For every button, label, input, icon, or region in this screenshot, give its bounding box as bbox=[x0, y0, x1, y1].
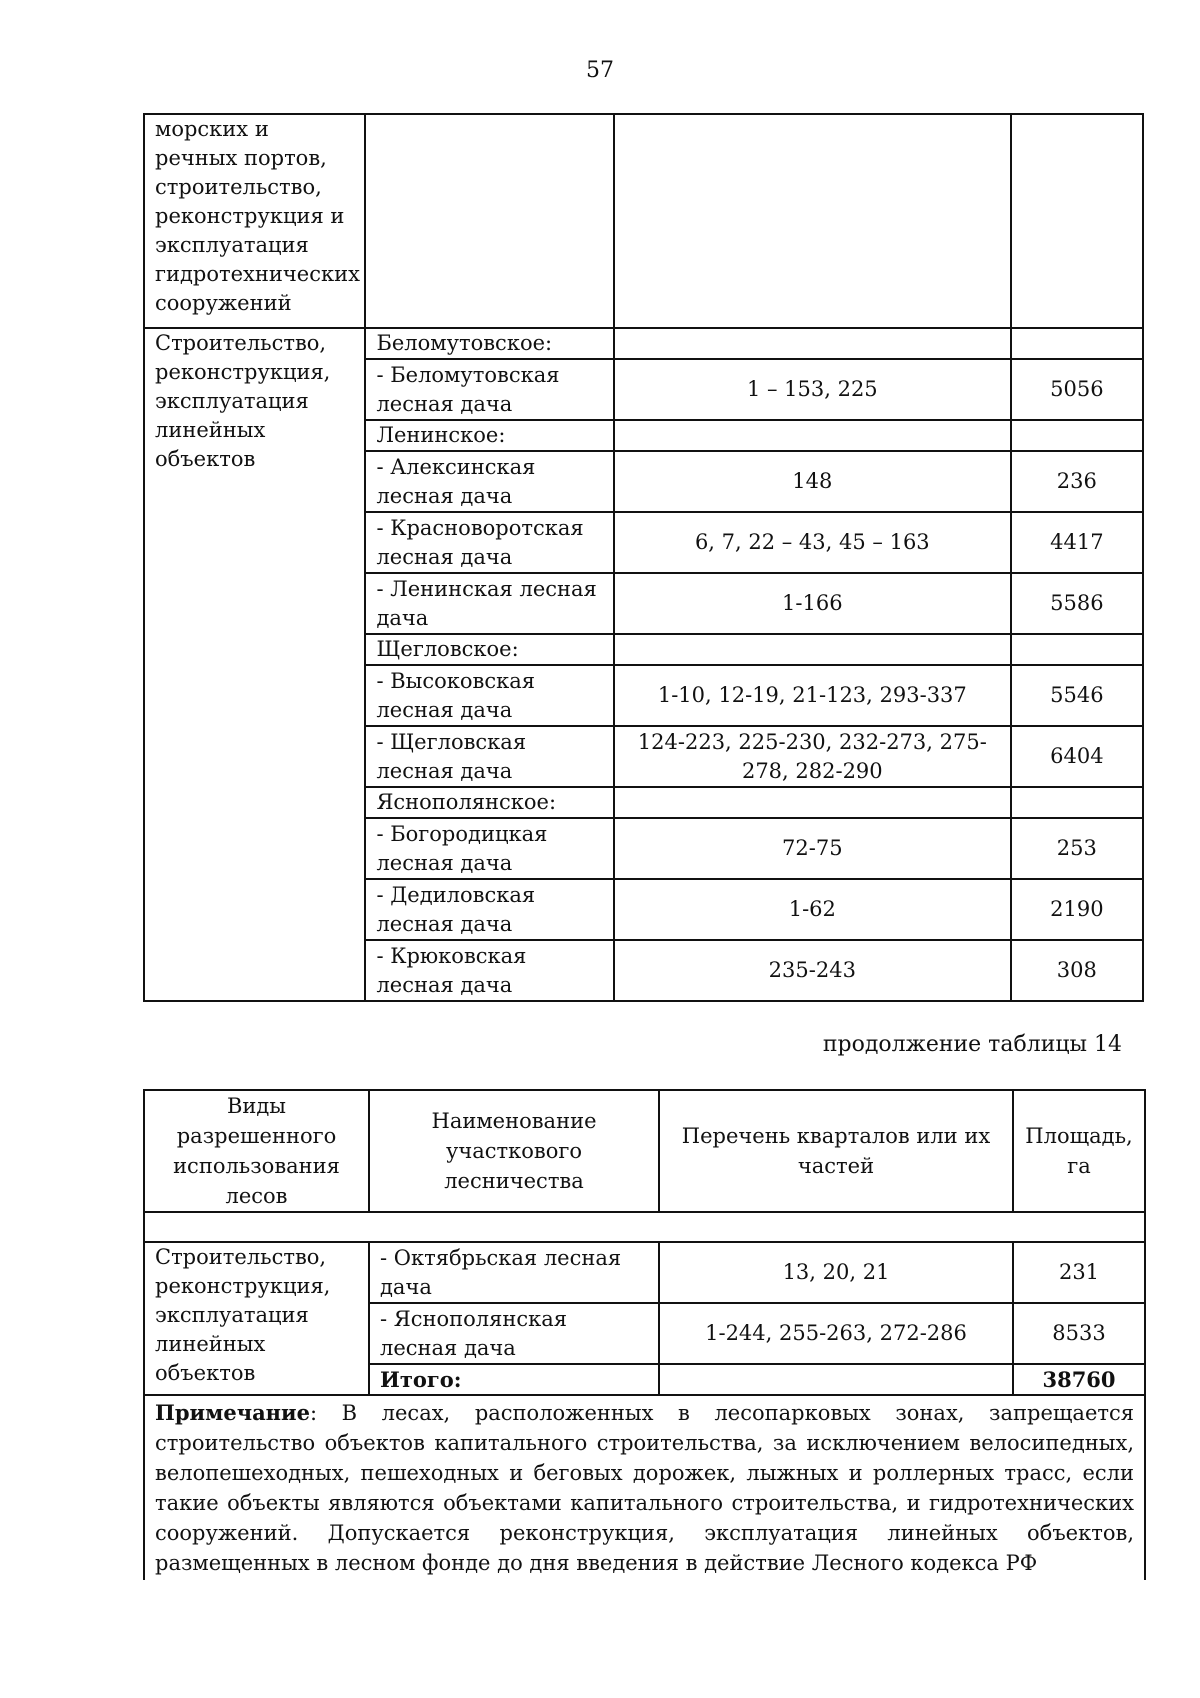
header-quarters: Перечень кварталов или их частей bbox=[659, 1090, 1013, 1212]
table-row bbox=[144, 1242, 1145, 1303]
empty-row bbox=[144, 1212, 1145, 1242]
area-cell: 8533 bbox=[1013, 1303, 1145, 1364]
note-text: : В лесах, расположенных в лесопарковых зонах, запрещается строительство объектов капитального строительства, за исключением велосипедных, велопешеходных, пешеходных и беговых дорожек, лыжных и роллерных трасс, если такие объекты являются объектами капитального строительства, и гидротехнических сооружений. Допускается реконструкция, эксплуатация линейных объектов, размещенных в лесном фонде до дня введения в действие Лесного кодекса РФ bbox=[155, 1401, 1134, 1575]
table-row bbox=[144, 328, 1143, 359]
quarters-cell: 1 – 153, 225 bbox=[614, 359, 1011, 420]
quarters-cell: 148 bbox=[614, 451, 1011, 512]
empty-cell bbox=[144, 1212, 1145, 1242]
note-cell bbox=[144, 1395, 1145, 1580]
district-header-cell: Ленинское: bbox=[365, 420, 613, 451]
page-number: 57 bbox=[586, 58, 614, 83]
quarters-cell bbox=[659, 1364, 1013, 1395]
quarters-cell: 1-10, 12-19, 21-123, 293-337 bbox=[614, 665, 1011, 726]
quarters-cell: 13, 20, 21 bbox=[659, 1242, 1013, 1303]
district-cell: - Алексинская лесная дача bbox=[365, 451, 613, 512]
district-header-cell: Щегловское: bbox=[365, 634, 613, 665]
quarters-cell: 6, 7, 22 – 43, 45 – 163 bbox=[614, 512, 1011, 573]
table-row bbox=[144, 114, 1143, 328]
area-cell: 236 bbox=[1011, 451, 1143, 512]
usage-type-cell: морских и речных портов, строительство, реконструкция и эксплуатация гидротехнических сооружений bbox=[144, 114, 365, 328]
area-cell: 2190 bbox=[1011, 879, 1143, 940]
district-cell: - Крюковская лесная дача bbox=[365, 940, 613, 1001]
usage-type-cell: Строительство, реконструкция, эксплуатация линейных объектов bbox=[144, 328, 365, 1001]
area-cell: 5056 bbox=[1011, 359, 1143, 420]
district-cell: - Красноворотская лесная дача bbox=[365, 512, 613, 573]
quarters-cell bbox=[614, 328, 1011, 359]
area-cell: 5546 bbox=[1011, 665, 1143, 726]
area-cell bbox=[1011, 634, 1143, 665]
header-usage-type: Виды разрешенного использования лесов bbox=[144, 1090, 369, 1212]
note-label: Примечание bbox=[155, 1400, 310, 1425]
usage-type-cell: Строительство, реконструкция, эксплуатация линейных объектов bbox=[144, 1242, 369, 1395]
area-cell bbox=[1011, 328, 1143, 359]
area-cell bbox=[1011, 787, 1143, 818]
note-row bbox=[144, 1395, 1145, 1580]
district-header-cell: Беломутовское: bbox=[365, 328, 613, 359]
area-cell: 6404 bbox=[1011, 726, 1143, 787]
district-cell: - Беломутовская лесная дача bbox=[365, 359, 613, 420]
quarters-cell: 124-223, 225-230, 232-273, 275-278, 282-290 bbox=[614, 726, 1011, 787]
area-cell bbox=[1011, 420, 1143, 451]
header-district: Наименование участкового лесничества bbox=[369, 1090, 659, 1212]
forest-use-table-continuation bbox=[143, 1089, 1146, 1580]
quarters-cell bbox=[614, 634, 1011, 665]
quarters-cell bbox=[614, 114, 1011, 328]
header-area: Площадь, га bbox=[1013, 1090, 1145, 1212]
area-cell: 4417 bbox=[1011, 512, 1143, 573]
quarters-cell: 1-244, 255-263, 272-286 bbox=[659, 1303, 1013, 1364]
quarters-cell: 72-75 bbox=[614, 818, 1011, 879]
area-cell bbox=[1011, 114, 1143, 328]
district-cell: - Высоковская лесная дача bbox=[365, 665, 613, 726]
area-cell: 308 bbox=[1011, 940, 1143, 1001]
district-header-cell: Яснополянское: bbox=[365, 787, 613, 818]
district-cell: - Яснополянская лесная дача bbox=[369, 1303, 659, 1364]
district-cell: - Богородицкая лесная дача bbox=[365, 818, 613, 879]
area-cell: 231 bbox=[1013, 1242, 1145, 1303]
district-cell: - Октябрьская лесная дача bbox=[369, 1242, 659, 1303]
quarters-cell bbox=[614, 420, 1011, 451]
area-cell: 5586 bbox=[1011, 573, 1143, 634]
header-row bbox=[144, 1090, 1145, 1212]
district-cell: - Ленинская лесная дача bbox=[365, 573, 613, 634]
quarters-cell: 1-166 bbox=[614, 573, 1011, 634]
quarters-cell: 1-62 bbox=[614, 879, 1011, 940]
district-cell: - Дедиловская лесная дача bbox=[365, 879, 613, 940]
forest-use-table-part bbox=[143, 113, 1144, 1002]
table-caption: продолжение таблицы 14 bbox=[822, 1032, 1122, 1057]
district-cell: - Щегловская лесная дача bbox=[365, 726, 613, 787]
district-cell bbox=[365, 114, 613, 328]
total-label: Итого: bbox=[369, 1364, 659, 1395]
quarters-cell bbox=[614, 787, 1011, 818]
total-value: 38760 bbox=[1013, 1364, 1145, 1395]
quarters-cell: 235-243 bbox=[614, 940, 1011, 1001]
area-cell: 253 bbox=[1011, 818, 1143, 879]
